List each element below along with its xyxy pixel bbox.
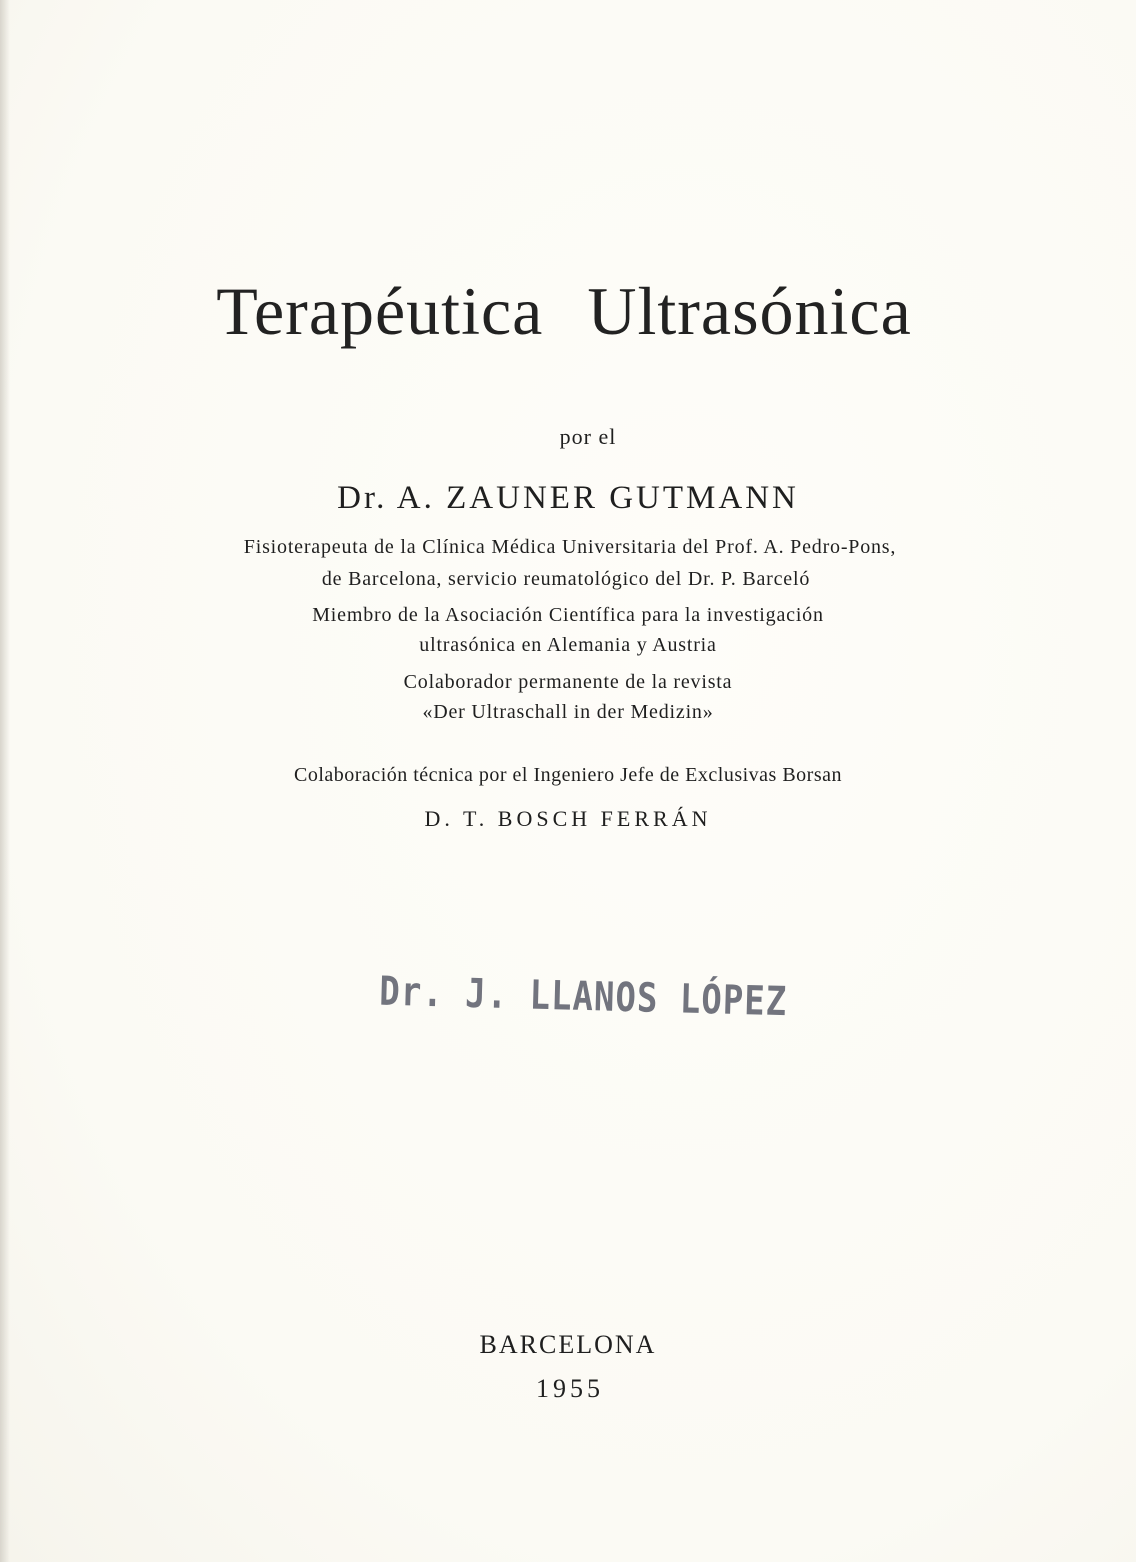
collaboration-text: Colaboración técnica por el Ingeniero Jefe de Exclusivas Borsan [294, 764, 842, 786]
owner-stamp: Dr. J. LLANOS LÓPEZ [378, 968, 788, 1026]
collaborator-name: D. T. BOSCH FERRÁN [424, 806, 712, 831]
by-line: por el [559, 424, 617, 449]
book-title-word-1: Terapéutica [216, 273, 544, 349]
imprint-year: 1955 [536, 1374, 604, 1403]
imprint-city: BARCELONA [479, 1330, 657, 1359]
book-title [0, 272, 1132, 351]
author-name: Dr. A. ZAUNER GUTMANN [337, 480, 799, 516]
affiliation-line: Miembro de la Asociación Científica para la investigación [312, 604, 824, 626]
affiliation-line: ultrasónica en Alemania y Austria [419, 634, 717, 656]
affiliation-line: «Der Ultraschall in der Medizin» [422, 701, 714, 723]
affiliation-line: de Barcelona, servicio reumatológico del Dr. P. Barceló [321, 568, 811, 590]
affiliation-line: Colaborador permanente de la revista [403, 671, 733, 693]
affiliation-line: Fisioterapeuta de la Clínica Médica Universitaria del Prof. A. Pedro-Pons, [243, 536, 897, 558]
book-title-word-2: Ultrasónica [587, 273, 912, 349]
